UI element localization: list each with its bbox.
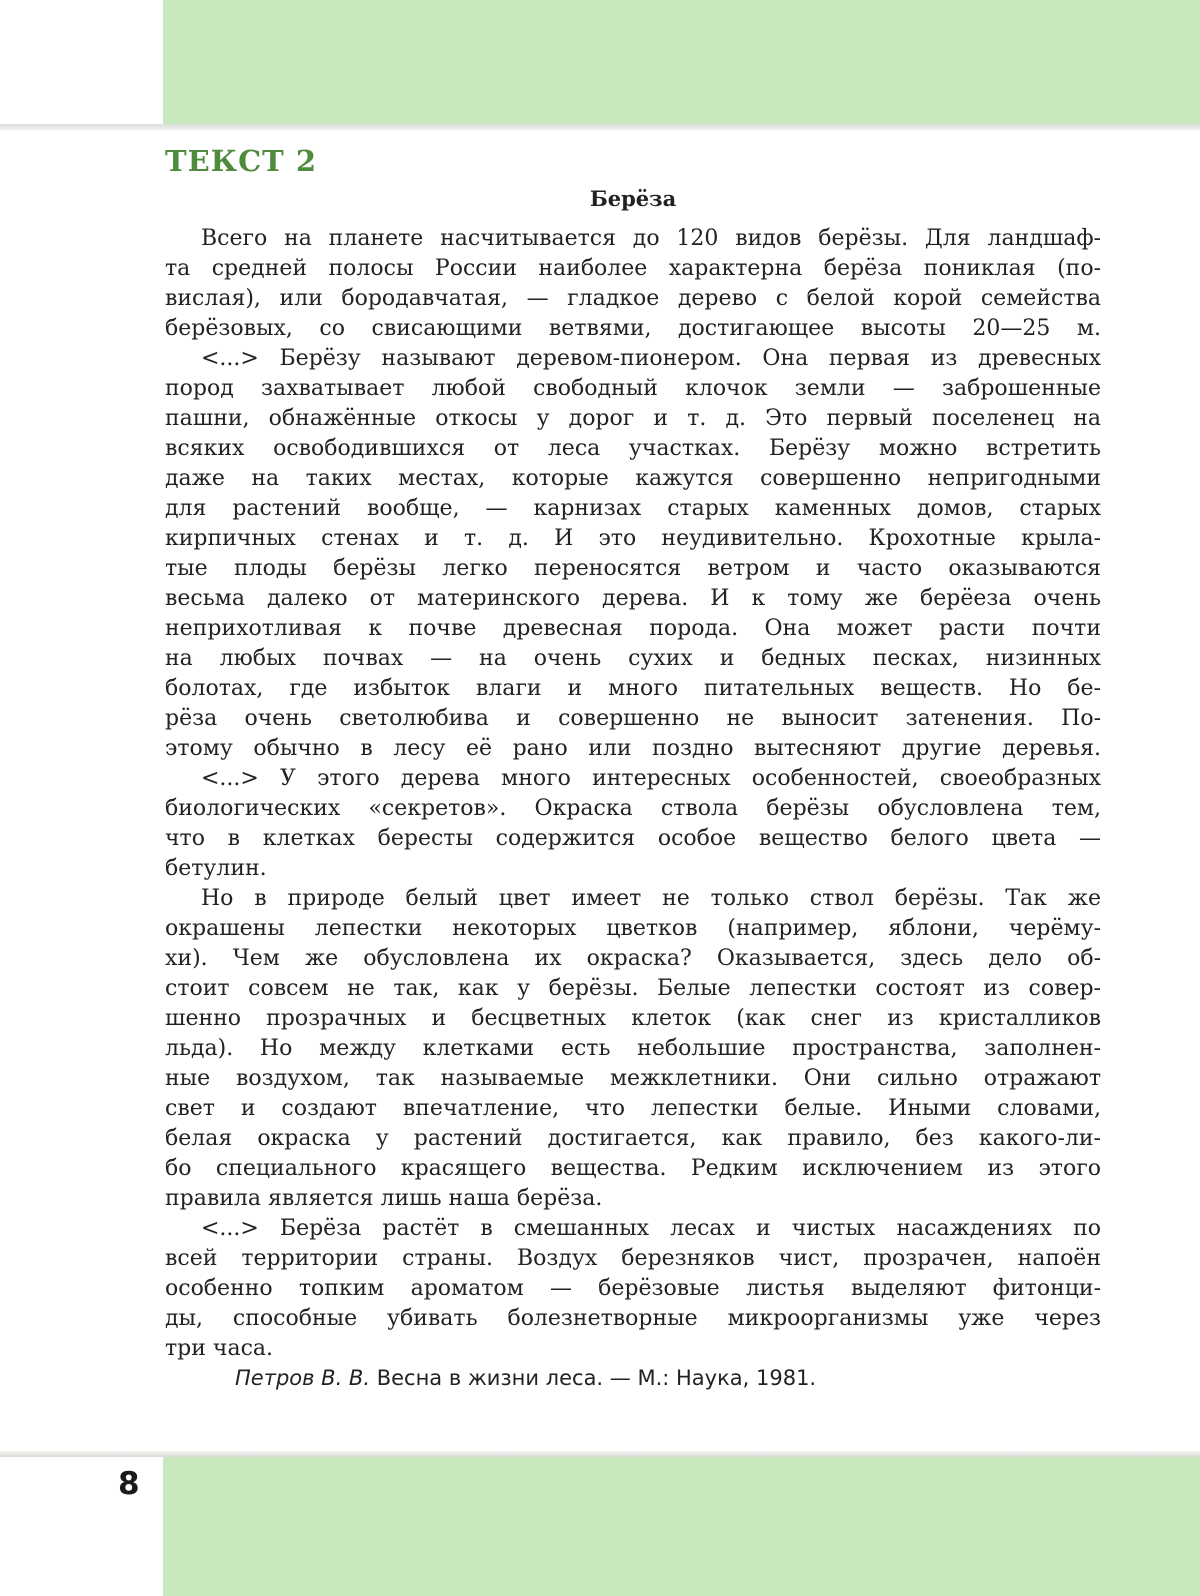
text-line: на любых почвах — на очень сухих и бедных песках, низинных	[165, 646, 1101, 671]
citation	[235, 1366, 816, 1390]
text-line: вислая), или бородавчатая, — гладкое дерево с белой корой семейства	[165, 286, 1101, 311]
text-line: ды, способные убивать болезнетворные микроорганизмы уже через	[165, 1306, 1101, 1331]
text-line: этому обычно в лесу её рано или поздно вытесняют другие деревья.	[165, 736, 1101, 761]
text-line: для растений вообще, — карнизах старых каменных домов, старых	[165, 496, 1101, 521]
body-text	[165, 224, 1101, 1364]
text-line: неприхотливая к почве древесная порода. Она может расти почти	[165, 616, 1101, 641]
text-line: ные воздухом, так называемые межклетники. Они сильно отражают	[165, 1066, 1101, 1091]
text-line: три часа.	[165, 1336, 274, 1361]
text-line: бетулин.	[165, 856, 267, 881]
bottom-green-band	[163, 1457, 1200, 1596]
text-line: та средней полосы России наиболее характерна берёза пониклая (по-	[165, 256, 1101, 281]
text-line: берёзовых, со свисающими ветвями, достигающее высоты 20—25 м.	[165, 316, 1101, 341]
text-title: Берёза	[589, 186, 677, 211]
text-line: пород захватывает любой свободный клочок земли — заброшенные	[165, 376, 1101, 401]
text-line: всей территории страны. Воздух березняков чист, прозрачен, напоён	[165, 1246, 1101, 1271]
text-line: шенно прозрачных и бесцветных клеток (как снег из кристалликов	[165, 1006, 1101, 1031]
text-line: окрашены лепестки некоторых цветков (например, яблони, черёму-	[165, 916, 1101, 941]
text-line: правила является лишь наша берёза.	[165, 1186, 603, 1211]
citation-source: Весна в жизни леса. — М.: Наука, 1981.	[370, 1366, 817, 1390]
text-line: <...> Берёза растёт в смешанных лесах и чистых насаждениях по	[201, 1216, 1101, 1241]
text-line: весьма далеко от материнского дерева. И к тому же берёеза очень	[165, 586, 1101, 611]
text-line: что в клетках бересты содержится особое вещество белого цвета —	[165, 826, 1101, 851]
text-line: болотах, где избыток влаги и много питательных веществ. Но бе-	[165, 676, 1101, 701]
text-line: кирпичных стенах и т. д. И это неудивительно. Крохотные крыла-	[165, 526, 1101, 551]
text-line: хи). Чем же обусловлена их окраска? Оказывается, здесь дело об-	[165, 946, 1101, 971]
text-line: биологических «секретов». Окраска ствола берёзы обусловлена тем,	[165, 796, 1101, 821]
section-heading: ТЕКСТ 2	[165, 144, 317, 178]
text-line: льда). Но между клетками есть небольшие пространства, заполнен-	[165, 1036, 1101, 1061]
text-line: рёза очень светолюбива и совершенно не выносит затенения. По-	[165, 706, 1101, 731]
top-green-band	[163, 0, 1200, 124]
text-line: пашни, обнажённые откосы у дорог и т. д. Это первый поселенец на	[165, 406, 1101, 431]
text-line: свет и создают впечатление, что лепестки белые. Иными словами,	[165, 1096, 1101, 1121]
text-line: бо специального красящего вещества. Редким исключением из этого	[165, 1156, 1101, 1181]
top-divider	[0, 124, 1200, 130]
text-line: белая окраска у растений достигается, как правило, без какого-ли-	[165, 1126, 1101, 1151]
text-line: всяких освободившихся от леса участках. Берёзу можно встретить	[165, 436, 1101, 461]
page-number: 8	[118, 1466, 140, 1502]
text-line: даже на таких местах, которые кажутся совершенно непригодными	[165, 466, 1101, 491]
text-line: <...> Берёзу называют деревом-пионером. Она первая из древесных	[201, 346, 1101, 371]
text-line: <...> У этого дерева много интересных особенностей, своеобразных	[201, 766, 1101, 791]
text-line: тые плоды берёзы легко переносятся ветром и часто оказываются	[165, 556, 1101, 581]
citation-author: Петров В. В.	[235, 1366, 371, 1390]
text-line: особенно топким ароматом — берёзовые листья выделяют фитонци-	[165, 1276, 1101, 1301]
text-line: Всего на планете насчитывается до 120 видов берёзы. Для ландшаф-	[201, 226, 1101, 251]
text-line: Но в природе белый цвет имеет не только ствол берёзы. Так же	[201, 886, 1101, 911]
text-line: стоит совсем не так, как у берёзы. Белые лепестки состоят из совер-	[165, 976, 1101, 1001]
